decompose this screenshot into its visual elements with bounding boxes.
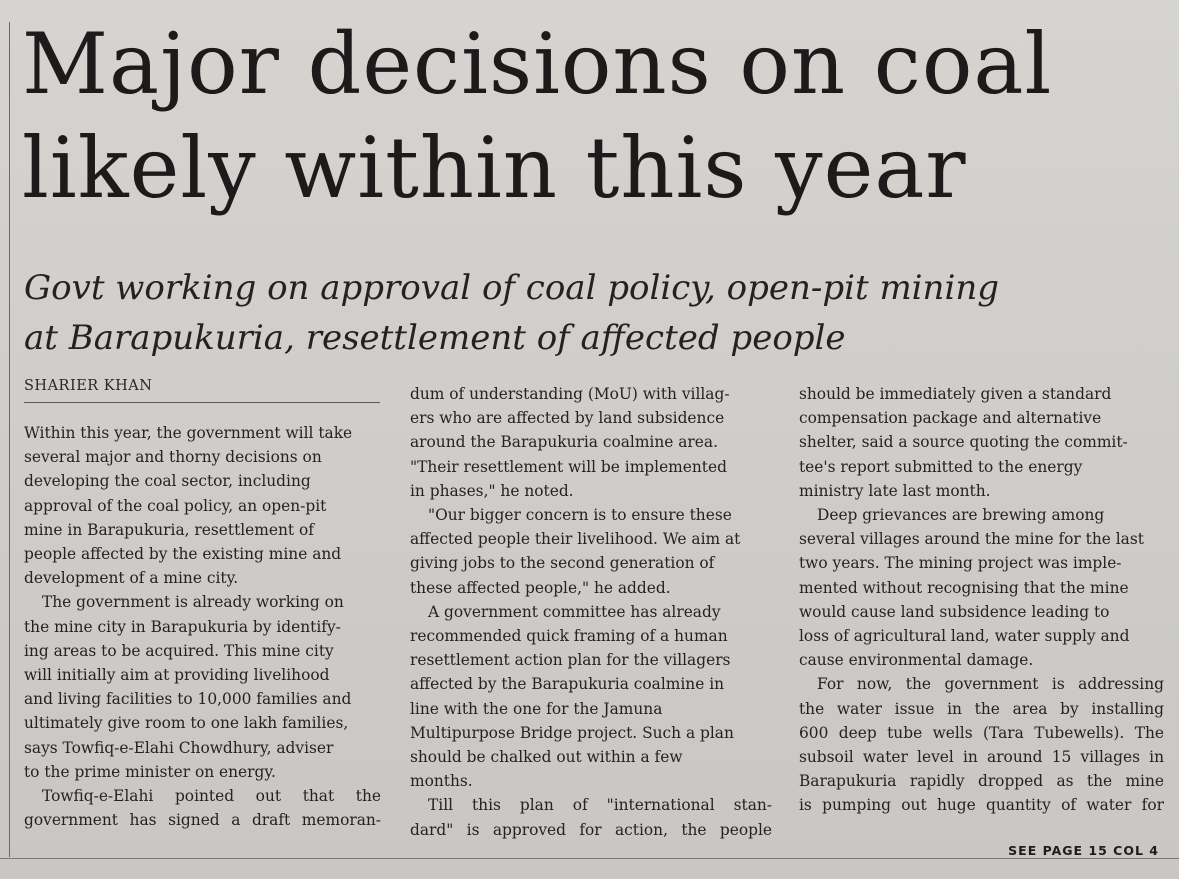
paragraph: For now, the government is addressing the water issue in the area by installing 600 deep tube wells (Tara Tubewells). The subsoil water level in around 15 villages in Barapukuria rapidly dropped as the mine is pumping out huge quantity of water for [799, 675, 1164, 815]
paragraph: Towfiq-e-Elahi pointed out that the government has signed a draft memoran- [24, 787, 381, 830]
subheadline-line-1: Govt working on approval of coal policy, open-pit mining [24, 268, 999, 308]
headline-line-1: Major decisions on coal [22, 15, 1053, 113]
paragraph: Deep grievances are brewing among several villages around the mine for the last two years. The mining project was imple- mented without recognising that the mine would cause land subsidence leading to loss of agricultural land, water supply and cause environmental damage. [799, 506, 1144, 670]
subheadline-line-2: at Barapukuria, resettlement of affected people [24, 318, 846, 358]
article-column-3 [799, 382, 1164, 818]
paragraph: The government is already working on the mine city in Barapukuria by identify- ing areas to be acquired. This mine city will initially aim at providing livelihood and living facilities to 10,000 families and ultimately give room to one lakh families, says Towfiq-e-Elahi Chowdhury, adviser to the prime minister on energy. [24, 593, 352, 781]
headline-line-2: likely within this year [22, 119, 967, 217]
column-rule-left [9, 22, 10, 857]
paragraph: dum of understanding (MoU) with villag- ers who are affected by land subsidence around the Barapukuria coalmine area. "Their resettlement will be implemented in phases," he noted. [410, 385, 730, 500]
bottom-rule [0, 858, 1179, 859]
headline [22, 12, 1172, 220]
article-column-2 [410, 382, 772, 842]
paragraph: Within this year, the government will take several major and thorny decisions on developing the coal sector, including approval of the coal policy, an open-pit mine in Barapukuria, resettlement of people affected by the existing mine and development of a mine city. [24, 424, 353, 588]
continuation-jump-line: SEE PAGE 15 COL 4 [1008, 843, 1159, 858]
subheadline [24, 263, 1164, 363]
article-column-1 [24, 421, 381, 832]
paragraph: Till this plan of "international stan- dard" is approved for action, the people [410, 796, 772, 839]
paragraph: should be immediately given a standard compensation package and alternative shelter, said a source quoting the commit- tee's report submitted to the energy ministry late last month. [799, 385, 1128, 500]
paragraph: "Our bigger concern is to ensure these affected people their livelihood. We aim at giving jobs to the second generation of these affected people," he added. [410, 506, 741, 597]
byline: SHARIER KHAN [24, 378, 380, 403]
paragraph: A government committee has already recommended quick framing of a human resettlement action plan for the villagers affected by the Barapukuria coalmine in line with the one for the Jamuna Multipurpose Bridge project. Such a plan should be chalked out within a few months. [410, 602, 734, 791]
